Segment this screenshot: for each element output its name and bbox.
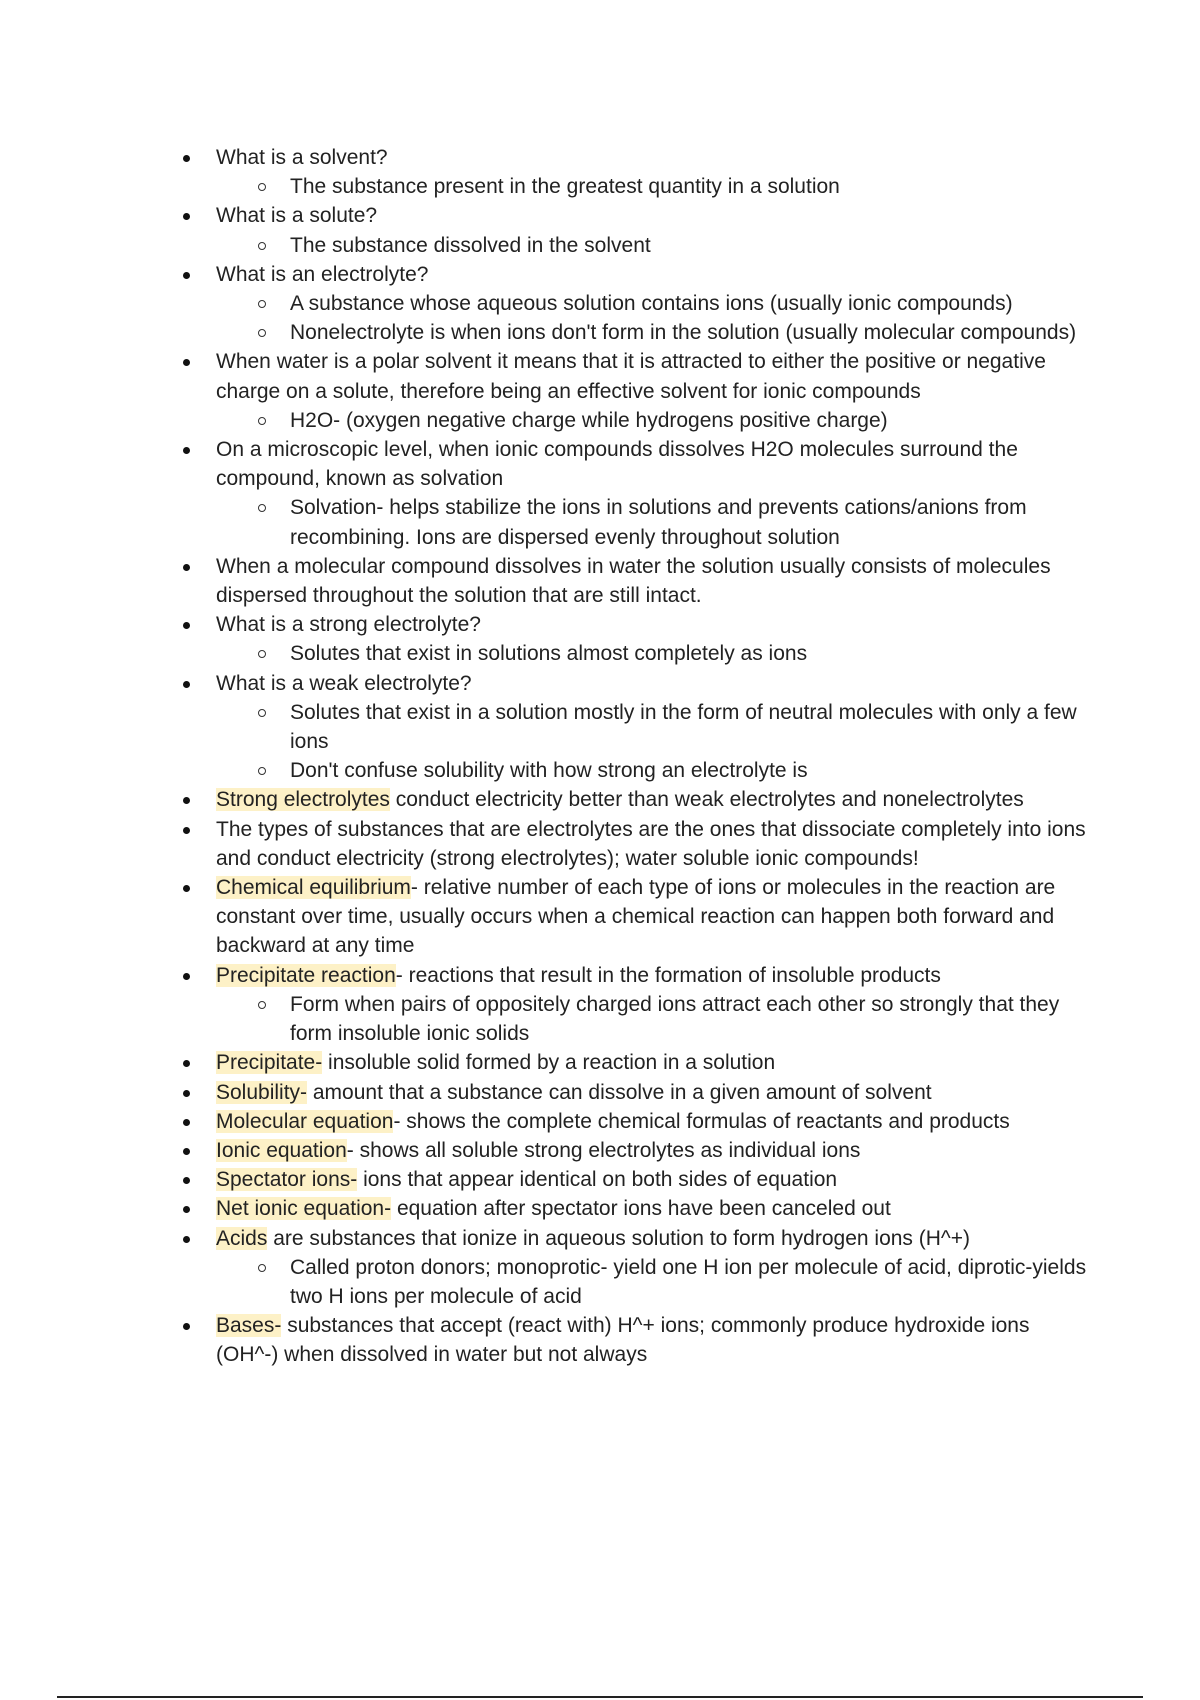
bullet-text: ions that appear identical on both sides of equation: [357, 1168, 838, 1192]
bullet-text: conduct electricity better than weak electrolytes and nonelectrolytes: [389, 788, 1024, 812]
bullet-item: [216, 961, 1096, 1049]
highlighted-term: Chemical equilibrium: [216, 876, 411, 900]
sub-bullet-list: [216, 231, 1096, 260]
highlighted-term: Molecular equation: [216, 1109, 394, 1133]
sub-bullet-list: [216, 172, 1096, 201]
bullet-item: [216, 873, 1096, 961]
bullet-text: - reactions that result in the formation of insoluble products: [395, 963, 941, 987]
highlighted-term: Solubility-: [216, 1080, 308, 1104]
bullet-text: - shows the complete chemical formulas of reactants and products: [393, 1109, 1010, 1133]
bullet-text: amount that a substance can dissolve in a given amount of solvent: [307, 1080, 932, 1104]
sub-bullet-item: The substance present in the greatest quantity in a solution: [290, 172, 1096, 201]
highlighted-term: Bases-: [216, 1314, 282, 1338]
bullet-text: - relative number of each type of ions or molecules in the reaction are constant over time, usually occurs when a chemical reaction can happen both forward and backward at any time: [216, 876, 1056, 958]
highlighted-term: Strong electrolytes: [216, 788, 390, 812]
bullet-text: What is a solvent?: [216, 146, 388, 169]
sub-bullet-item: Called proton donors; monoprotic- yield one H ion per molecule of acid, diprotic-yields two H ions per molecule of acid: [290, 1253, 1096, 1311]
sub-bullet-item: Nonelectrolyte is when ions don't form in the solution (usually molecular compounds): [290, 318, 1096, 347]
notes-list: [216, 143, 1096, 1370]
bullet-text: What is a strong electrolyte?: [216, 613, 481, 637]
bullet-text: What is an electrolyte?: [216, 262, 429, 286]
sub-bullet-item: Solutes that exist in a solution mostly in the form of neutral molecules with only a few ions: [290, 698, 1096, 756]
bullet-text: What is a weak electrolyte?: [216, 671, 472, 695]
sub-bullet-list: [216, 289, 1096, 347]
bullet-text: insoluble solid formed by a reaction in a solution: [322, 1051, 776, 1075]
sub-bullet-item: A substance whose aqueous solution contains ions (usually ionic compounds): [290, 289, 1096, 318]
sub-bullet-list: [216, 990, 1096, 1048]
sub-bullet-list: [216, 639, 1096, 668]
bullet-item: [216, 435, 1096, 552]
sub-bullet-item: Form when pairs of oppositely charged ions attract each other so strongly that they form insoluble ionic solids: [290, 990, 1096, 1048]
bullet-text: On a microscopic level, when ionic compounds dissolves H2O molecules surround the compound, known as solvation: [216, 438, 1018, 491]
bullet-item: [216, 1048, 1096, 1077]
bullet-text: equation after spectator ions have been canceled out: [391, 1197, 891, 1221]
highlighted-term: Precipitate-: [216, 1051, 323, 1075]
bullet-item: [216, 1194, 1096, 1223]
sub-bullet-list: [216, 1253, 1096, 1311]
highlighted-term: Net ionic equation-: [216, 1197, 392, 1221]
bullet-item: [216, 1136, 1096, 1165]
highlighted-term: Acids: [216, 1226, 268, 1250]
bullet-text: substances that accept (react with) H^+ ions; commonly produce hydroxide ions (OH^-) when dissolved in water but not always: [216, 1314, 1030, 1367]
bullet-text: The types of substances that are electrolytes are the ones that dissociate completely into ions and conduct electricity (strong electrolytes); water soluble ionic compounds!: [216, 817, 1086, 870]
bullet-item: [216, 1165, 1096, 1194]
bullet-text: When a molecular compound dissolves in water the solution usually consists of molecules dispersed throughout the solution that are still intact.: [216, 554, 1051, 608]
page-bottom-rule: [57, 1696, 1143, 1698]
bullet-item: [216, 201, 1096, 259]
bullet-item: [216, 669, 1096, 786]
bullet-item: [216, 1107, 1096, 1136]
bullet-item: [216, 1078, 1096, 1107]
highlighted-term: Spectator ions-: [216, 1168, 358, 1192]
bullet-text: What is a solute?: [216, 204, 378, 228]
bullet-text: When water is a polar solvent it means that it is attracted to either the positive or negative charge on a solute, therefore being an effective solvent for ionic compounds: [216, 350, 1046, 403]
sub-bullet-list: [216, 698, 1096, 786]
bullet-text: - shows all soluble strong electrolytes as individual ions: [346, 1138, 861, 1162]
sub-bullet-item: Don't confuse solubility with how strong an electrolyte is: [290, 756, 1096, 785]
bullet-item: [216, 552, 1096, 610]
sub-bullet-item: H2O- (oxygen negative charge while hydrogens positive charge): [290, 406, 1096, 435]
sub-bullet-item: The substance dissolved in the solvent: [290, 231, 1096, 260]
bullet-item: [216, 260, 1096, 348]
sub-bullet-list: [216, 406, 1096, 435]
bullet-item: [216, 785, 1096, 814]
bullet-item: [216, 347, 1096, 435]
bullet-item: [216, 143, 1096, 201]
sub-bullet-item: Solvation- helps stabilize the ions in solutions and prevents cations/anions from recombining. Ions are dispersed evenly throughout solution: [290, 493, 1096, 551]
highlighted-term: Ionic equation: [216, 1138, 347, 1162]
highlighted-term: Precipitate reaction: [216, 963, 396, 987]
bullet-text: are substances that ionize in aqueous solution to form hydrogen ions (H^+): [267, 1226, 971, 1250]
bullet-item: [216, 610, 1096, 668]
sub-bullet-item: Solutes that exist in solutions almost completely as ions: [290, 639, 1096, 668]
bullet-item: [216, 815, 1096, 873]
bullet-item: [216, 1311, 1096, 1369]
bullet-item: [216, 1224, 1096, 1312]
sub-bullet-list: [216, 493, 1096, 551]
